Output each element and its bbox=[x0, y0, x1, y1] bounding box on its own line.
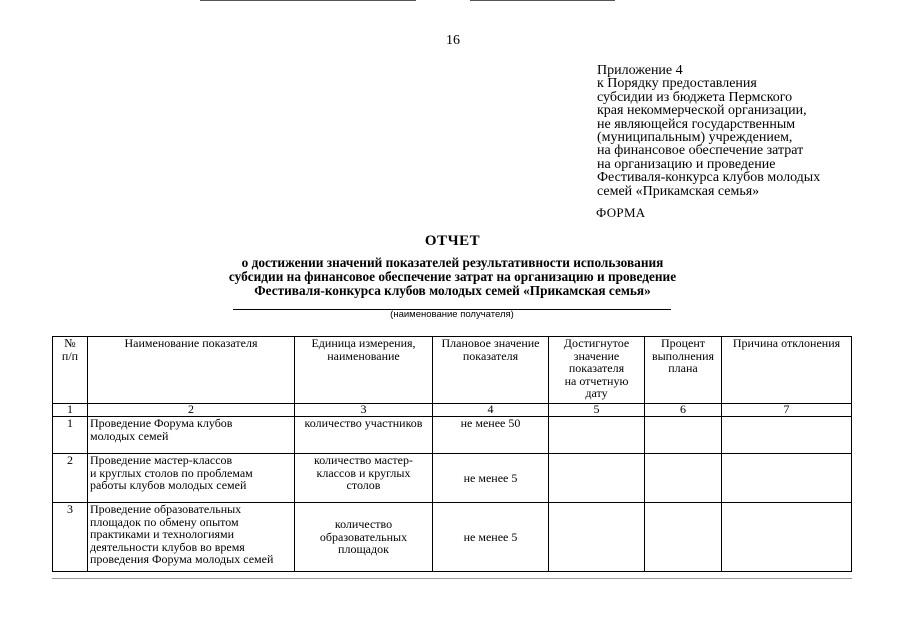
subtitle-line: о достижении значений показателей результативности использования bbox=[241, 255, 664, 270]
indicator-name-line: молодых семей bbox=[90, 428, 169, 443]
deviation-reason bbox=[722, 417, 852, 454]
column-number: 2 bbox=[88, 404, 295, 417]
page-bottom-rule bbox=[52, 578, 852, 579]
appendix-line: на финансовое обеспечение затрат bbox=[597, 143, 804, 159]
report-title: ОТЧЕТ bbox=[424, 233, 481, 249]
header-text: показателя bbox=[462, 348, 519, 363]
indicator-name-line: Проведение мастер-классов bbox=[90, 453, 233, 467]
header-cell-num bbox=[53, 337, 88, 404]
header-text: п/п bbox=[61, 348, 79, 363]
header-text: плана bbox=[668, 361, 698, 375]
appendix-line: на организацию и проведение bbox=[597, 156, 776, 172]
indicator-name-line: работы клубов молодых семей bbox=[90, 478, 247, 492]
indicator-name-line: практиками и технологиями bbox=[90, 527, 235, 541]
header-cell-plan bbox=[433, 337, 549, 404]
indicator-name-line: деятельности клубов во время bbox=[90, 539, 245, 554]
indicator-name bbox=[88, 417, 295, 454]
header-text: Плановое значение bbox=[441, 336, 540, 350]
unit-cell bbox=[295, 503, 433, 572]
indicator-name bbox=[88, 454, 295, 503]
header-cell-name bbox=[88, 337, 295, 404]
row-number: 1 bbox=[53, 417, 88, 454]
header-text: на отчетную bbox=[564, 373, 629, 388]
unit-line: количество bbox=[334, 517, 393, 532]
report-subtitle bbox=[120, 256, 785, 298]
percent-value bbox=[645, 454, 722, 503]
unit-line: столов bbox=[346, 478, 381, 492]
percent-value bbox=[645, 503, 722, 572]
report-title-row bbox=[0, 233, 905, 250]
row-number: 3 bbox=[53, 503, 88, 572]
header-text: № bbox=[64, 336, 76, 350]
appendix-line: семей «Прикамская семья» bbox=[597, 183, 760, 199]
indicator-name-line: проведения Форума молодых семей bbox=[90, 552, 274, 566]
column-number: 6 bbox=[645, 404, 722, 417]
unit-cell bbox=[295, 454, 433, 503]
indicator-name-line: площадок по обмену опытом bbox=[90, 514, 239, 529]
indicator-name-line: Проведение образовательных bbox=[90, 502, 242, 516]
scan-top-edge bbox=[470, 0, 615, 1]
recipient-caption: (наименование получателя) bbox=[390, 309, 514, 320]
column-number: 4 bbox=[433, 404, 549, 417]
deviation-reason bbox=[722, 454, 852, 503]
report-table bbox=[52, 336, 852, 572]
column-number-row bbox=[53, 404, 852, 417]
unit-line: классов и круглых bbox=[316, 465, 411, 480]
subtitle-line: Фестиваля-конкурса клубов молодых семей «Прикамская семья» bbox=[254, 283, 651, 298]
header-cell-reason bbox=[722, 337, 852, 404]
unit-line: количество мастер- bbox=[313, 453, 414, 467]
header-text: Процент bbox=[660, 336, 706, 350]
appendix-line: края некоммерческой организации, bbox=[597, 103, 807, 119]
header-text: показателя bbox=[568, 361, 625, 375]
plan-value: не менее 5 bbox=[433, 454, 549, 503]
indicator-name-line: Проведение Форума клубов bbox=[90, 416, 233, 430]
form-label: ФОРМА bbox=[596, 205, 646, 220]
unit-line: площадок bbox=[338, 542, 389, 557]
unit-cell bbox=[295, 417, 433, 454]
achieved-value bbox=[549, 417, 645, 454]
table-header-row bbox=[53, 337, 852, 404]
indicator-name bbox=[88, 503, 295, 572]
achieved-value bbox=[549, 454, 645, 503]
subtitle-line: субсидии на финансовое обеспечение затрат на организацию и проведение bbox=[228, 269, 677, 284]
appendix-title: Приложение 4 bbox=[597, 63, 683, 78]
appendix-line: Фестиваля-конкурса клубов молодых bbox=[597, 170, 821, 186]
appendix-line: (муниципальным) учреждением, bbox=[597, 130, 793, 146]
appendix-block bbox=[597, 64, 877, 198]
header-cell-unit bbox=[295, 337, 433, 404]
header-text: выполнения bbox=[651, 348, 715, 363]
table-row bbox=[53, 454, 852, 503]
column-number: 1 bbox=[53, 404, 88, 417]
percent-value bbox=[645, 417, 722, 454]
table-row bbox=[53, 503, 852, 572]
deviation-reason bbox=[722, 503, 852, 572]
indicator-name-line: и круглых столов по проблемам bbox=[90, 465, 253, 480]
header-text: Достигнутое bbox=[563, 336, 630, 350]
header-text: наименование bbox=[327, 348, 400, 363]
header-cell-percent bbox=[645, 337, 722, 404]
header-text: Единица измерения, bbox=[311, 336, 416, 350]
header-cell-achieved bbox=[549, 337, 645, 404]
table-row bbox=[53, 417, 852, 454]
header-text: Причина отклонения bbox=[732, 336, 841, 350]
plan-value: не менее 50 bbox=[433, 417, 549, 454]
appendix-line: не являющейся государственным bbox=[597, 116, 796, 132]
column-number: 5 bbox=[549, 404, 645, 417]
header-text: дату bbox=[585, 386, 608, 400]
achieved-value bbox=[549, 503, 645, 572]
plan-value: не менее 5 bbox=[433, 503, 549, 572]
header-text: значение bbox=[573, 348, 620, 363]
row-number: 2 bbox=[53, 454, 88, 503]
appendix-line: субсидии из бюджета Пермского bbox=[597, 89, 793, 105]
header-text: Наименование показателя bbox=[124, 336, 258, 350]
unit-line: количество участников bbox=[304, 416, 423, 430]
scan-top-edge bbox=[200, 0, 416, 1]
appendix-line: к Порядку предоставления bbox=[597, 76, 757, 92]
page-number: 16 bbox=[446, 33, 460, 48]
column-number: 3 bbox=[295, 404, 433, 417]
column-number: 7 bbox=[722, 404, 852, 417]
unit-line: образовательных bbox=[319, 529, 408, 544]
